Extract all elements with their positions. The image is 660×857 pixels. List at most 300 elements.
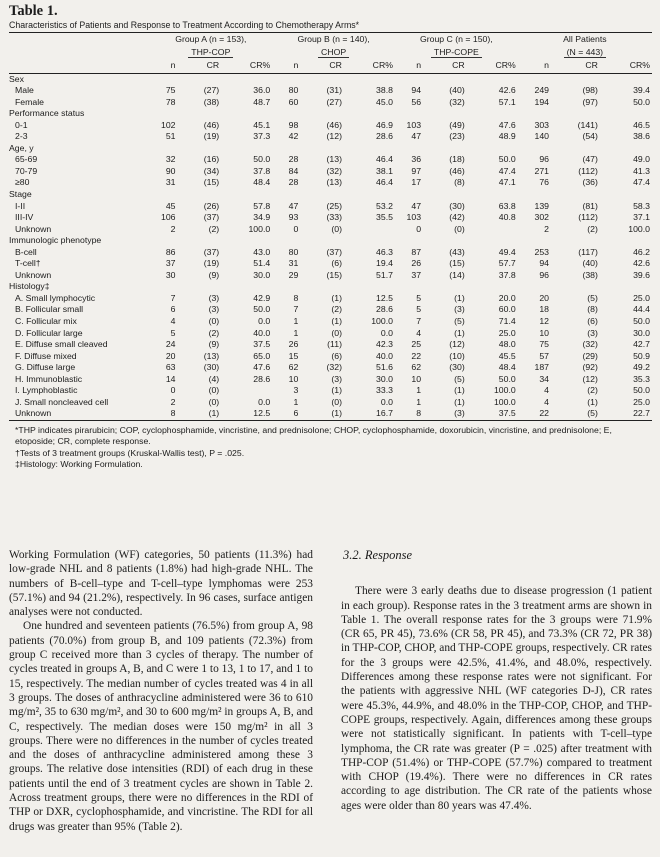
table-cell: 19.4 bbox=[376, 258, 393, 269]
table-cell: 1 bbox=[416, 385, 422, 396]
table-cell bbox=[178, 281, 222, 293]
table-cell: (46) bbox=[326, 119, 342, 130]
table-cell bbox=[395, 143, 423, 155]
table-cell: 47 bbox=[411, 131, 422, 142]
table-cell bbox=[600, 235, 652, 247]
table-cell: (1) bbox=[454, 292, 465, 303]
row-section-label: Stage bbox=[9, 189, 32, 200]
table-cell: 30 bbox=[165, 269, 176, 280]
table-cell bbox=[300, 281, 344, 293]
table-cell: 38.6 bbox=[633, 131, 650, 142]
table-cell: (32) bbox=[582, 339, 598, 350]
table-cell: 0.0 bbox=[380, 327, 393, 338]
table-cell: 10 bbox=[288, 373, 299, 384]
table-cell: 7 bbox=[416, 316, 422, 327]
table-cell: (8) bbox=[454, 177, 465, 188]
col-header: n bbox=[416, 59, 422, 70]
table-cell: (12) bbox=[582, 373, 598, 384]
table-cell bbox=[423, 108, 467, 120]
table-cell bbox=[518, 281, 551, 293]
table-cell bbox=[221, 108, 272, 120]
row-section-label: Histology‡ bbox=[9, 281, 50, 292]
table-row bbox=[9, 351, 652, 363]
row-label: D. Follicular large bbox=[15, 327, 83, 338]
table-cell bbox=[551, 143, 600, 155]
footnote-histology: ‡Histology: Working Formulation. bbox=[15, 459, 143, 470]
table-cell: 0.0 bbox=[258, 316, 271, 327]
table-cell bbox=[221, 385, 272, 397]
table-cell: 37.5 bbox=[498, 408, 516, 419]
table-cell bbox=[518, 189, 551, 201]
table-cell bbox=[300, 235, 344, 247]
table-cell: 28 bbox=[288, 177, 299, 188]
table-cell bbox=[272, 108, 300, 120]
table-cell: 96 bbox=[539, 269, 549, 280]
table-cell: 4 bbox=[416, 327, 422, 338]
row-section-label: Performance status bbox=[9, 108, 85, 119]
table-cell: (14) bbox=[449, 269, 465, 280]
table-row bbox=[9, 131, 652, 143]
group-regimen: THP-COPE bbox=[431, 47, 482, 58]
table-cell bbox=[600, 281, 652, 293]
table-section-row bbox=[9, 143, 652, 155]
table-cell: (11) bbox=[327, 339, 342, 350]
table-cell: (13) bbox=[203, 350, 220, 361]
table-cell bbox=[272, 235, 300, 247]
table-cell: 42.7 bbox=[633, 339, 650, 350]
row-label: III-IV bbox=[15, 212, 34, 223]
table-cell: 62 bbox=[288, 362, 299, 373]
table-cell: (27) bbox=[326, 96, 342, 107]
table-cell: 65.0 bbox=[253, 350, 271, 361]
table-cell bbox=[423, 73, 467, 85]
row-label: I. Lymphoblastic bbox=[15, 385, 78, 396]
table-row bbox=[9, 85, 652, 97]
table-cell: (0) bbox=[331, 396, 342, 407]
table-cell: (13) bbox=[326, 154, 342, 165]
table-cell: 30.0 bbox=[253, 269, 271, 280]
table-cell: 75 bbox=[165, 85, 176, 96]
table-cell: 1 bbox=[293, 396, 299, 407]
table-cell bbox=[178, 73, 222, 85]
col-header: CR bbox=[585, 59, 598, 70]
row-section-label: Immunologic phenotype bbox=[9, 235, 102, 246]
row-label: 65-69 bbox=[15, 154, 38, 165]
table-cell: (3) bbox=[454, 304, 465, 315]
table-cell: 100.0 bbox=[628, 223, 650, 234]
table-cell: (98) bbox=[582, 85, 598, 96]
table-cell: 37.5 bbox=[253, 339, 271, 350]
row-section-label: Sex bbox=[9, 73, 24, 84]
table-cell: (4) bbox=[208, 373, 220, 384]
table-cell: 1 bbox=[293, 316, 299, 327]
row-section-label: Age, y bbox=[9, 142, 34, 153]
table-cell: 4 bbox=[170, 316, 176, 327]
table-section-row bbox=[9, 235, 652, 247]
row-label: E. Diffuse small cleaved bbox=[15, 339, 108, 350]
table-cell bbox=[221, 235, 272, 247]
table-cell bbox=[149, 189, 177, 201]
table-cell: (32) bbox=[326, 362, 342, 373]
table-cell: 84 bbox=[288, 165, 299, 176]
table-cell: 98 bbox=[288, 119, 299, 130]
table-cell: 5 bbox=[416, 304, 422, 315]
table-cell: 47.4 bbox=[498, 165, 516, 176]
table-cell: 75 bbox=[539, 339, 549, 350]
table-cell: (0) bbox=[454, 223, 465, 234]
table-cell: (1) bbox=[331, 316, 342, 327]
table-cell: 16.7 bbox=[376, 408, 393, 419]
table-cell: (32) bbox=[449, 96, 465, 107]
table-cell: 2 bbox=[170, 396, 176, 407]
table-cell: 31 bbox=[288, 258, 299, 269]
table-cell: 100.0 bbox=[493, 396, 516, 407]
table-cell: 39.6 bbox=[633, 269, 650, 280]
table-cell: (112) bbox=[578, 165, 598, 176]
table-cell: 51.4 bbox=[253, 258, 271, 269]
table-row bbox=[9, 316, 652, 328]
table-cell: 2 bbox=[170, 223, 176, 234]
table-cell: 2 bbox=[544, 223, 549, 234]
table-cell bbox=[344, 189, 395, 201]
table-cell: (1) bbox=[331, 385, 342, 396]
row-label: C. Follicular mix bbox=[15, 316, 77, 327]
table-cell bbox=[300, 189, 344, 201]
table-cell: 41.3 bbox=[633, 165, 650, 176]
table-cell: (5) bbox=[454, 316, 465, 327]
table-row bbox=[9, 247, 652, 259]
table-cell: 62 bbox=[411, 362, 422, 373]
table-cell: 32 bbox=[165, 154, 176, 165]
table-section-row bbox=[9, 281, 652, 293]
table-cell: (97) bbox=[582, 96, 598, 107]
table-row bbox=[9, 408, 652, 420]
table-cell bbox=[272, 281, 300, 293]
table-cell bbox=[551, 108, 600, 120]
row-label: G. Diffuse large bbox=[15, 362, 76, 373]
table-cell: 139 bbox=[534, 200, 549, 211]
section-heading: 3.2. Response bbox=[343, 548, 413, 562]
table-cell: 49.0 bbox=[633, 154, 650, 165]
table-cell: 46.4 bbox=[376, 154, 393, 165]
table-cell: 78 bbox=[165, 96, 176, 107]
table-cell: 46.3 bbox=[376, 246, 393, 257]
table-cell: 45.5 bbox=[498, 350, 516, 361]
table-row bbox=[9, 166, 652, 178]
table-cell: 94 bbox=[539, 258, 549, 269]
table-cell bbox=[178, 108, 222, 120]
table-cell: (1) bbox=[454, 385, 465, 396]
table-cell: (19) bbox=[203, 258, 220, 269]
row-label: Unknown bbox=[15, 269, 52, 280]
table-cell: 29 bbox=[288, 269, 299, 280]
table-cell: (43) bbox=[449, 246, 465, 257]
table-cell: 4 bbox=[544, 396, 549, 407]
table-cell bbox=[344, 143, 395, 155]
table-cell: 58.3 bbox=[633, 200, 650, 211]
row-label: H. Immunoblastic bbox=[15, 373, 83, 384]
table-cell bbox=[423, 189, 467, 201]
table-cell: 37.3 bbox=[253, 131, 271, 142]
table-cell: (1) bbox=[454, 396, 465, 407]
row-label: J. Small noncleaved cell bbox=[15, 396, 109, 407]
table-cell: (5) bbox=[587, 292, 598, 303]
table-cell: 100.0 bbox=[493, 385, 516, 396]
table-cell: (37) bbox=[326, 246, 342, 257]
table-cell: 57.7 bbox=[498, 258, 516, 269]
row-label: T-cell† bbox=[15, 258, 41, 269]
table-cell bbox=[344, 73, 395, 85]
table-cell: 47.4 bbox=[633, 177, 650, 188]
table-cell: (3) bbox=[331, 373, 342, 384]
table-cell: 0 bbox=[170, 385, 176, 396]
table-cell bbox=[300, 108, 344, 120]
table-cell: (92) bbox=[582, 362, 598, 373]
table-cell: (30) bbox=[449, 200, 465, 211]
table-cell: 57.8 bbox=[253, 200, 271, 211]
table-cell: 18 bbox=[539, 304, 549, 315]
row-label: B-cell bbox=[15, 246, 37, 257]
table-cell: 36 bbox=[411, 154, 422, 165]
table-cell: 48.7 bbox=[253, 96, 271, 107]
table-cell bbox=[467, 281, 518, 293]
table-cell: (29) bbox=[582, 350, 598, 361]
table-cell bbox=[518, 73, 551, 85]
table-cell bbox=[272, 143, 300, 155]
table-cell: 25.0 bbox=[633, 396, 650, 407]
table-cell: (1) bbox=[331, 408, 342, 419]
table-cell: 42 bbox=[288, 131, 299, 142]
table-cell: 1 bbox=[416, 396, 422, 407]
table-cell: 12 bbox=[539, 316, 549, 327]
table-cell: (27) bbox=[203, 85, 220, 96]
col-header: CR bbox=[206, 59, 220, 70]
table-cell: 303 bbox=[534, 119, 549, 130]
table-cell: 5 bbox=[416, 292, 422, 303]
table-cell bbox=[551, 281, 600, 293]
table-cell: (30) bbox=[449, 362, 465, 373]
table-cell bbox=[178, 143, 222, 155]
table-cell: 20 bbox=[165, 350, 176, 361]
footnote-kruskal-wallis: †Tests of 3 treatment groups (Kruskal-Wallis test), P = .025. bbox=[15, 447, 245, 458]
row-label: Male bbox=[15, 85, 34, 96]
table-cell: 4 bbox=[544, 385, 549, 396]
table-cell: 35.5 bbox=[376, 212, 393, 223]
table-cell: (38) bbox=[582, 269, 598, 280]
table-cell: 22 bbox=[411, 350, 422, 361]
table-cell: 43.0 bbox=[253, 246, 271, 257]
table-cell: (46) bbox=[203, 119, 220, 130]
table-cell: 194 bbox=[534, 96, 549, 107]
table-cell: (13) bbox=[326, 177, 342, 188]
table-cell: (117) bbox=[578, 246, 598, 257]
table-cell: (6) bbox=[331, 350, 342, 361]
table-cell: (6) bbox=[331, 258, 342, 269]
table-cell bbox=[423, 235, 467, 247]
table-cell: 22 bbox=[539, 408, 549, 419]
table-cell: (23) bbox=[449, 131, 465, 142]
table-cell: 45.1 bbox=[253, 119, 271, 130]
table-cell bbox=[149, 281, 177, 293]
table-cell: 53.2 bbox=[376, 200, 393, 211]
table-cell: 71.4 bbox=[498, 316, 516, 327]
table-cell: 50.0 bbox=[253, 304, 271, 315]
table-cell bbox=[467, 143, 518, 155]
table-cell: 76 bbox=[539, 177, 549, 188]
table-cell: 28 bbox=[288, 154, 299, 165]
table-cell: (42) bbox=[449, 212, 465, 223]
table-cell: 33.3 bbox=[376, 385, 393, 396]
table-cell: (9) bbox=[208, 269, 220, 280]
table-cell: 63 bbox=[165, 362, 176, 373]
table-cell bbox=[344, 108, 395, 120]
table-cell: 46.5 bbox=[633, 119, 650, 130]
row-label: 0-1 bbox=[15, 119, 28, 130]
table-cell: 37.8 bbox=[498, 269, 516, 280]
table-cell: 38.1 bbox=[376, 165, 393, 176]
group-title: Group A (n = 153), bbox=[175, 34, 247, 45]
table-cell: 93 bbox=[288, 212, 299, 223]
table-cell: 45.0 bbox=[376, 96, 393, 107]
table-cell: 48.9 bbox=[498, 131, 516, 142]
table-cell bbox=[300, 143, 344, 155]
table-cell: 38.8 bbox=[376, 85, 393, 96]
col-header: CR% bbox=[372, 59, 393, 70]
table-cell: 31 bbox=[165, 177, 176, 188]
table-cell: 97 bbox=[411, 165, 422, 176]
table-cell: 36.0 bbox=[253, 85, 271, 96]
table-cell: 5 bbox=[170, 327, 176, 338]
table-cell: 30.0 bbox=[376, 373, 393, 384]
table-cell: 50.0 bbox=[253, 154, 271, 165]
footnote-abbreviations: *THP indicates pirarubicin; COP, cyclophosphamide, vincristine, and prednisolone; CHOP, cyclophosphamide, doxorubicin, vincristine, and prednisolone; E, etoposide; CR, complete response. bbox=[15, 424, 612, 447]
col-header: n bbox=[544, 59, 549, 70]
table-cell: 50.0 bbox=[498, 373, 516, 384]
table-cell: (12) bbox=[449, 339, 465, 350]
table-cell bbox=[518, 108, 551, 120]
table-cell: 39.4 bbox=[633, 85, 650, 96]
table-cell bbox=[467, 189, 518, 201]
table-cell: (1) bbox=[208, 408, 220, 419]
table-row bbox=[9, 328, 652, 340]
table-cell: 25.0 bbox=[633, 292, 650, 303]
left-text-column bbox=[9, 548, 313, 834]
table-row bbox=[9, 293, 652, 305]
table-cell bbox=[221, 73, 272, 85]
table-cell: 45 bbox=[165, 200, 176, 211]
table-cell: 60.0 bbox=[498, 304, 516, 315]
table-cell: (37) bbox=[203, 212, 220, 223]
group-title: All Patients bbox=[563, 34, 607, 45]
table-cell: 44.4 bbox=[633, 304, 650, 315]
table-cell: 253 bbox=[534, 246, 549, 257]
col-header: CR% bbox=[249, 59, 271, 70]
col-header: n bbox=[293, 59, 299, 70]
table-row bbox=[9, 212, 652, 224]
row-label: 70-79 bbox=[15, 165, 38, 176]
table-cell bbox=[395, 108, 423, 120]
table-cell bbox=[344, 224, 395, 236]
table-row bbox=[9, 224, 652, 236]
table-cell: 51.7 bbox=[376, 269, 393, 280]
table-row bbox=[9, 97, 652, 109]
table-cell: 106 bbox=[161, 212, 176, 223]
table-cell: 20.0 bbox=[498, 292, 516, 303]
table-cell: 6 bbox=[170, 304, 176, 315]
table-cell: 86 bbox=[165, 246, 176, 257]
table-cell: (49) bbox=[449, 119, 465, 130]
table-cell bbox=[344, 281, 395, 293]
table-cell: 22.7 bbox=[633, 408, 650, 419]
table-cell: (37) bbox=[203, 246, 220, 257]
body-paragraph: There were 3 early deaths due to disease progression (1 patient in each group). Response rates in the 3 treatment arms are shown in Table 1. The overall response rates for the 3 groups were 71.9% (CR 65, PR 45), 73.6% (CR 58, PR 45), and 73.3% (CR 72, PR 38) in THP-COP, CHOP, and THP-COPE groups, respectively. CR rates for the 3 groups were 42.5%, 41.4%, and 48.0%, respectively. Differences among these response rates were not significant. For the patients with aggressive NHL (WF categories D-J), CR rates were 45.3%, 44.9%, and 48.0% in the THP-COP, CHOP, and THP-COPE groups, respectively. Again, differences among these groups were not statistically significant. In patients with T-cell–type lymphoma, the CR rate was greater (P = .025) after treatment with THP-COP (51.4%) or THP-COPE (57.7%) compared to treatment with CHOP (19.4%). There were no differences in CR rates according to age distribution. The CR rate of the patients whose ages were older than 80 years was 47.4%. bbox=[341, 585, 652, 812]
table-cell bbox=[149, 73, 177, 85]
table-cell: 57 bbox=[539, 350, 549, 361]
table-cell: 6 bbox=[293, 408, 299, 419]
table-cell: 90 bbox=[165, 165, 176, 176]
table-cell: (54) bbox=[582, 131, 598, 142]
table-cell: (33) bbox=[326, 212, 342, 223]
table-cell: 26 bbox=[288, 339, 299, 350]
table-cell bbox=[221, 143, 272, 155]
table-cell bbox=[600, 73, 652, 85]
table-cell: 42.3 bbox=[376, 339, 393, 350]
table-cell: 271 bbox=[534, 165, 549, 176]
table-cell: 0.0 bbox=[380, 396, 393, 407]
table-cell: (141) bbox=[577, 119, 598, 130]
table-cell: 25.0 bbox=[498, 327, 516, 338]
table-cell: 140 bbox=[534, 131, 549, 142]
table-cell bbox=[149, 143, 177, 155]
table-cell: 56 bbox=[411, 96, 422, 107]
table-cell bbox=[423, 143, 467, 155]
table-cell bbox=[395, 73, 423, 85]
table-cell: 80 bbox=[288, 246, 299, 257]
table-cell: (1) bbox=[454, 327, 465, 338]
table-cell: 47 bbox=[288, 200, 299, 211]
table-cell bbox=[149, 108, 177, 120]
table-cell: 103 bbox=[406, 212, 422, 223]
table-cell: (0) bbox=[208, 396, 220, 407]
table-cell: (47) bbox=[582, 154, 598, 165]
table-cell: (2) bbox=[587, 223, 598, 234]
col-header: CR% bbox=[629, 59, 650, 70]
table-cell: (15) bbox=[449, 258, 465, 269]
table-cell bbox=[221, 281, 272, 293]
table-cell: 48.4 bbox=[498, 362, 516, 373]
table-cell: (26) bbox=[203, 200, 220, 211]
table-cell: (18) bbox=[449, 154, 465, 165]
table-number: Table 1. bbox=[9, 3, 58, 19]
table-cell bbox=[221, 189, 272, 201]
table-cell: 51 bbox=[165, 131, 176, 142]
table-row bbox=[9, 339, 652, 351]
table-cell: 42.9 bbox=[253, 292, 271, 303]
table-row bbox=[9, 362, 652, 374]
body-paragraph: Working Formulation (WF) categories, 50 patients (11.3%) had low-grade NHL and 8 patients (1.8%) had high-grade NHL. The numbers of B-cell–type and T-cell–type lymphomas were 253 (57.1%) and 94 (21.2%), respectively. In 96 cases, surface antigen analyses were not conducted. bbox=[9, 549, 313, 619]
table-cell: 46.4 bbox=[376, 177, 393, 188]
table-cell: 14 bbox=[165, 373, 176, 384]
table-cell: 49.2 bbox=[633, 362, 650, 373]
table-cell: 26 bbox=[411, 258, 422, 269]
table-cell: (38) bbox=[203, 96, 220, 107]
table-row bbox=[9, 397, 652, 409]
row-label: ≥80 bbox=[15, 177, 30, 188]
table-cell: (2) bbox=[331, 304, 342, 315]
table-cell: (3) bbox=[208, 292, 220, 303]
group-regimen: (N = 443) bbox=[564, 47, 606, 58]
table-cell bbox=[467, 73, 518, 85]
